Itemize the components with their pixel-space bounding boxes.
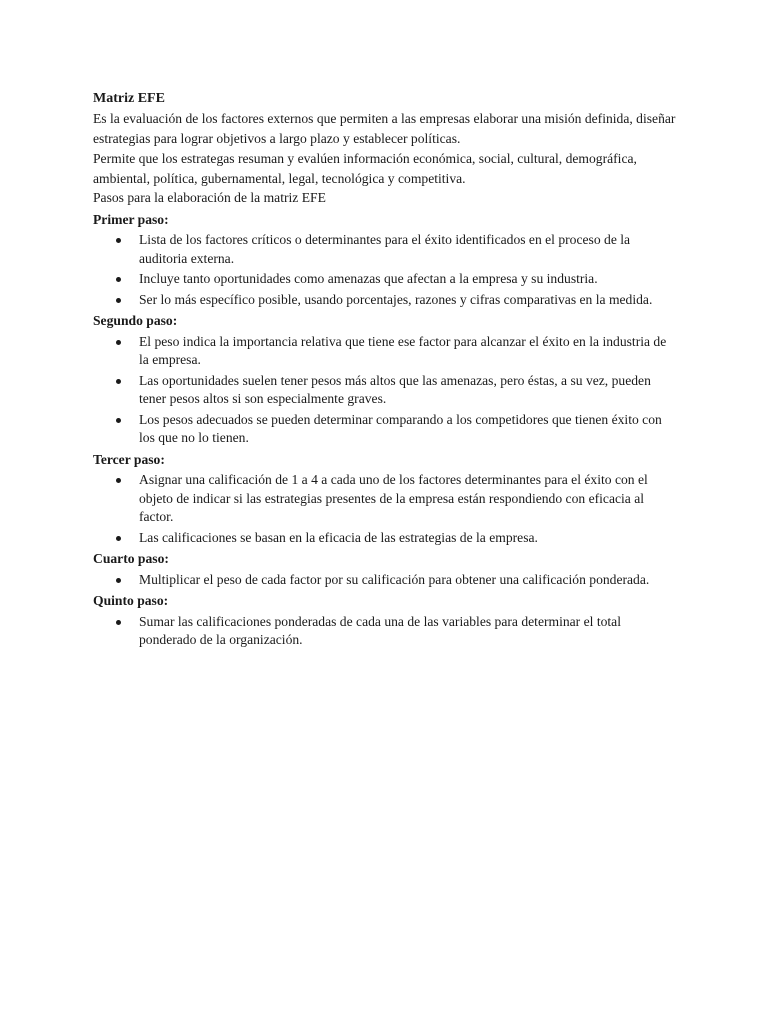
list-item-text: Sumar las calificaciones ponderadas de cada una de las variables para determinar el total ponderado de la organización. (139, 613, 621, 647)
step-bullet-list (93, 231, 678, 309)
list-item (93, 529, 678, 548)
step-bullet-list (93, 613, 678, 650)
step-heading-cuarto-paso: Cuarto paso: (93, 551, 169, 566)
bullet-icon (116, 620, 121, 625)
step-bullet-list (93, 333, 678, 448)
step-heading-primer-paso: Primer paso: (93, 211, 169, 227)
bullet-icon (116, 379, 121, 384)
step-heading-segundo-paso: Segundo paso: (93, 313, 178, 328)
bullet-icon (116, 298, 121, 303)
list-item-text: Multiplicar el peso de cada factor por su calificación para obtener una calificación ponderada. (139, 571, 650, 587)
document-page (93, 89, 678, 651)
bullet-icon (116, 340, 121, 345)
list-item (93, 471, 678, 527)
step-bullet-list (93, 471, 678, 547)
bullet-icon (116, 418, 121, 423)
list-item-text: Los pesos adecuados se pueden determinar comparando a los competidores que tienen éxito con los que no lo tienen. (139, 411, 662, 445)
step-bullet-list (93, 571, 678, 590)
list-item-text: Lista de los factores críticos o determinantes para el éxito identificados en el proceso de la auditoria externa. (139, 232, 631, 266)
list-item (93, 333, 678, 370)
list-item-text: Incluye tanto oportunidades como amenazas que afectan a la empresa y su industria. (139, 271, 598, 286)
step-heading-quinto-paso: Quinto paso: (93, 593, 169, 608)
list-item-text: Las calificaciones se basan en la eficacia de las estrategias de la empresa. (139, 529, 538, 545)
document-title: Matriz EFE (93, 91, 165, 106)
bullet-icon (116, 238, 121, 243)
bullet-icon (116, 277, 121, 282)
intro-paragraph: Pasos para la elaboración de la matriz EFE (93, 190, 326, 205)
bullet-icon (116, 536, 121, 541)
bullet-icon (116, 578, 121, 583)
intro-paragraph: Permite que los estrategas resuman y evalúen información económica, social, cultural, demográfica, ambiental, política, gubernamental, legal, tecnológica y competitiva. (93, 151, 637, 186)
list-item (93, 270, 678, 289)
list-item (93, 571, 678, 590)
list-item (93, 231, 678, 268)
list-item-text: Ser lo más específico posible, usando porcentajes, razones y cifras comparativas en la medida. (139, 291, 653, 307)
intro-paragraph: Es la evaluación de los factores externos que permiten a las empresas elaborar una misión definida, diseñar estrategias para lograr objetivos a largo plazo y establecer políticas. (93, 111, 676, 146)
list-item (93, 291, 678, 310)
list-item-text: Las oportunidades suelen tener pesos más altos que las amenazas, pero éstas, a su vez, pueden tener pesos altos si son especialmente graves. (139, 372, 651, 406)
list-item (93, 613, 678, 650)
list-item (93, 372, 678, 409)
list-item-text: Asignar una calificación de 1 a 4 a cada uno de los factores determinantes para el éxito con el objeto de indicar si las estrategias presentes de la empresa están respondiendo con eficacia al factor. (139, 472, 648, 524)
list-item-text: El peso indica la importancia relativa que tiene ese factor para alcanzar el éxito en la industria de la empresa. (139, 333, 667, 367)
bullet-icon (116, 478, 121, 483)
step-heading-tercer-paso: Tercer paso: (93, 451, 165, 467)
list-item (93, 411, 678, 448)
